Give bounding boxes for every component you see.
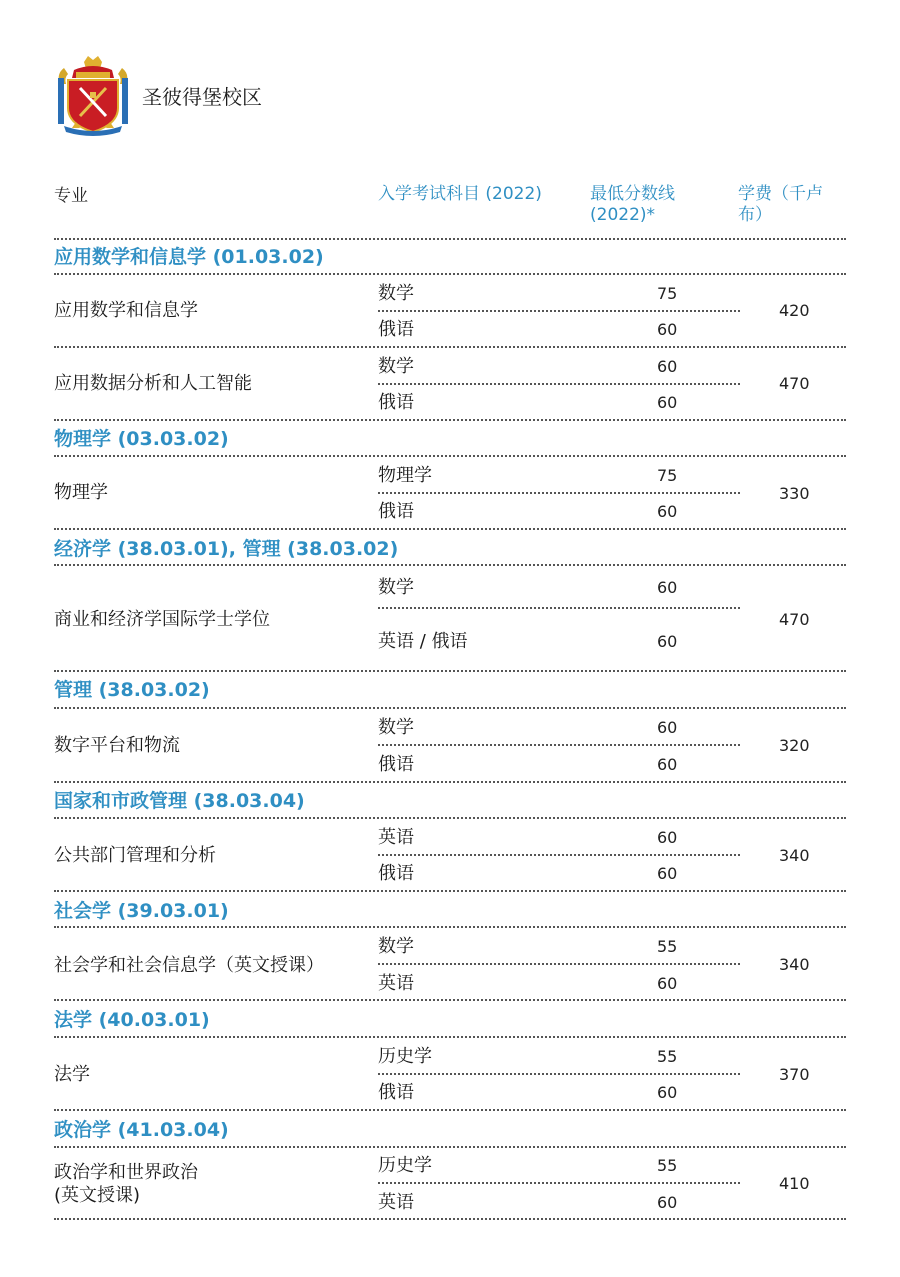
exam-subject: 数学 [378,356,414,377]
column-header-major: 专业 [54,186,88,206]
exam-score: 75 [657,466,678,485]
exam-subject: 数学 [378,577,414,598]
divider [54,238,846,240]
exam-subject: 俄语 [378,501,414,522]
divider [54,707,846,709]
section-title: 政治学 (41.03.04) [54,1119,229,1141]
program-name: 数字平台和物流 [54,735,180,756]
divider [54,455,846,457]
divider [54,419,846,421]
divider [378,744,740,746]
exam-score: 60 [657,502,678,521]
exam-subject: 俄语 [378,863,414,884]
divider [54,781,846,783]
exam-subject: 俄语 [378,1082,414,1103]
campus-title: 圣彼得堡校区 [142,84,262,109]
exam-subject: 数学 [378,283,414,304]
column-header-fee-line1: 学费（千卢 [738,184,823,204]
exam-score: 60 [657,755,678,774]
exam-subject: 数学 [378,936,414,957]
page-header [54,54,262,136]
exam-score: 60 [657,578,678,597]
divider [54,1036,846,1038]
divider [54,1146,846,1148]
divider [54,528,846,530]
program-name: 公共部门管理和分析 [54,845,216,866]
exam-score: 60 [657,320,678,339]
exam-subject: 英语 [378,973,414,994]
program-name: 法学 [54,1064,90,1085]
exam-subject: 英语 [378,1192,414,1213]
exam-subject: 物理学 [378,465,432,486]
section-title: 法学 (40.03.01) [54,1009,210,1031]
exam-subject: 英语 / 俄语 [378,631,468,652]
divider [378,492,740,494]
tuition-fee: 420 [779,301,810,320]
divider [378,1182,740,1184]
column-header-score-line2: (2022)* [590,205,656,225]
program-name: 商业和经济学国际学士学位 [54,609,270,630]
exam-score: 60 [657,828,678,847]
exam-score: 60 [657,1083,678,1102]
divider [378,310,740,312]
exam-score: 55 [657,1156,678,1175]
exam-subject: 俄语 [378,392,414,413]
divider [378,854,740,856]
tuition-fee: 340 [779,846,810,865]
exam-score: 60 [657,357,678,376]
section-title: 国家和市政管理 (38.03.04) [54,790,305,812]
section-title: 应用数学和信息学 (01.03.02) [54,246,324,268]
exam-score: 60 [657,718,678,737]
exam-subject: 数学 [378,717,414,738]
divider [54,564,846,566]
column-header-fee-line2: 布） [738,205,772,225]
program-name: 应用数学和信息学 [54,300,198,321]
divider [54,1218,846,1220]
tuition-fee: 470 [779,610,810,629]
divider [378,383,740,385]
tuition-fee: 330 [779,484,810,503]
column-header-score-line1: 最低分数线 [590,184,675,204]
exam-score: 60 [657,393,678,412]
column-header-exam: 入学考试科目 (2022) [378,184,542,204]
exam-subject: 历史学 [378,1155,432,1176]
column-header-fee [738,184,848,226]
exam-subject: 俄语 [378,319,414,340]
exam-subject: 俄语 [378,754,414,775]
exam-score: 60 [657,1193,678,1212]
column-header-score [590,184,720,226]
tuition-fee: 470 [779,374,810,393]
exam-score: 55 [657,1047,678,1066]
program-name-line1: 政治学和世界政治 [54,1162,198,1183]
divider [54,926,846,928]
exam-score: 60 [657,632,678,651]
tuition-fee: 320 [779,736,810,755]
program-name: 社会学和社会信息学（英文授课） [54,955,324,976]
program-name-line2: (英文授课) [54,1185,141,1206]
tuition-fee: 340 [779,955,810,974]
divider [54,817,846,819]
divider [54,670,846,672]
program-name: 应用数据分析和人工智能 [54,373,252,394]
divider [378,963,740,965]
exam-subject: 历史学 [378,1046,432,1067]
exam-score: 75 [657,284,678,303]
divider [54,273,846,275]
divider [54,346,846,348]
program-name: 物理学 [54,482,108,503]
section-title: 管理 (38.03.02) [54,679,210,701]
exam-subject: 英语 [378,827,414,848]
coat-of-arms-icon [54,54,132,136]
divider [54,890,846,892]
exam-score: 60 [657,974,678,993]
divider [54,999,846,1001]
tuition-fee: 370 [779,1065,810,1084]
tuition-fee: 410 [779,1174,810,1193]
divider [54,1109,846,1111]
exam-score: 55 [657,937,678,956]
section-title: 社会学 (39.03.01) [54,900,229,922]
divider [378,607,740,609]
exam-score: 60 [657,864,678,883]
section-title: 经济学 (38.03.01), 管理 (38.03.02) [54,538,399,560]
section-title: 物理学 (03.03.02) [54,428,229,450]
divider [378,1073,740,1075]
